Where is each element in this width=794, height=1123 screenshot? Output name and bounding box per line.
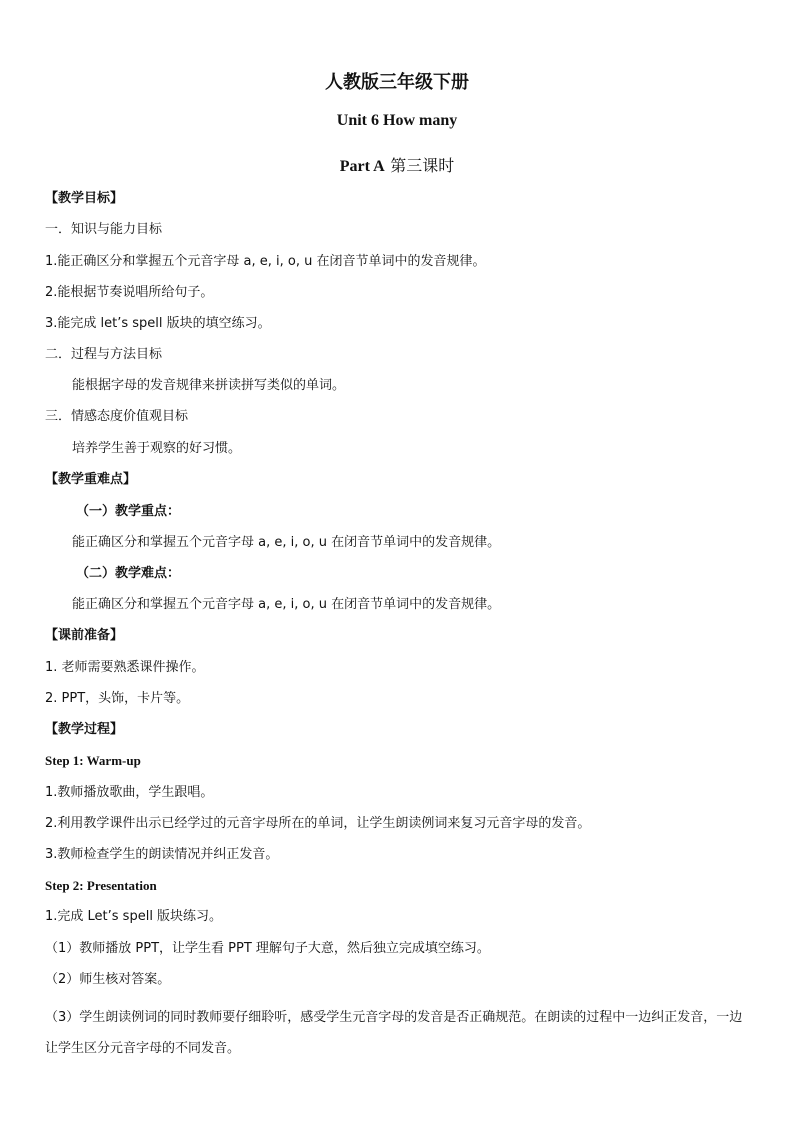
keypoints-heading: 【教学重难点】 <box>45 472 137 487</box>
step-2-item: （3）学生朗读例词的同时教师要仔细聆听，感受学生元音字母的发音是否正确规范。在朗读的过程中一边纠正发音，一边让学生区分元音字母的不同发音。 <box>45 1010 743 1056</box>
step-1-item: 2.利用教学课件出示已经学过的元音字母所在的单词，让学生朗读例词来复习元音字母的发音。 <box>45 816 591 831</box>
objective-section-2: 二．过程与方法目标 <box>45 347 163 362</box>
objective-section-3: 三．情感态度价值观目标 <box>45 409 189 424</box>
step-2-item: （2）师生核对答案。 <box>45 972 171 987</box>
keypoint-focus-text: 能正确区分和掌握五个元音字母 a, e, i, o, u 在闭音节单词中的发音规律。 <box>72 535 501 550</box>
objective-item: 3.能完成 let’s spell 版块的填空练习。 <box>45 316 271 331</box>
prep-heading: 【课前准备】 <box>45 628 124 643</box>
document-title: 人教版三年级下册 <box>325 72 469 93</box>
part-title-en: Part A <box>339 158 385 175</box>
step-1-item: 1.教师播放歌曲，学生跟唱。 <box>45 785 214 800</box>
unit-title: Unit 6 How many <box>336 112 458 129</box>
keypoint-difficulty-text: 能正确区分和掌握五个元音字母 a, e, i, o, u 在闭音节单词中的发音规律。 <box>72 597 501 612</box>
keypoint-difficulty-label: （二）教学难点： <box>76 566 181 581</box>
prep-item: 1. 老师需要熟悉课件操作。 <box>45 660 205 675</box>
process-heading: 【教学过程】 <box>45 722 124 737</box>
prep-item: 2. PPT，头饰，卡片等。 <box>45 691 190 706</box>
objective-section-3-text: 培养学生善于观察的好习惯。 <box>72 441 242 456</box>
objective-section-1: 一．知识与能力目标 <box>45 222 163 237</box>
step-1-item: 3.教师检查学生的朗读情况并纠正发音。 <box>45 847 279 862</box>
part-title-cn: 第三课时 <box>390 156 455 175</box>
objective-section-2-text: 能根据字母的发音规律来拼读拼写类似的单词。 <box>72 378 346 393</box>
step-2-item: 1.完成 Let’s spell 版块练习。 <box>45 909 223 924</box>
step-1-heading: Step 1: Warm-up <box>45 753 141 768</box>
objective-item: 2.能根据节奏说唱所给句子。 <box>45 285 214 300</box>
part-title <box>0 153 794 176</box>
objectives-heading: 【教学目标】 <box>45 191 124 206</box>
step-2-heading: Step 2: Presentation <box>45 878 157 893</box>
step-2-item: （1）教师播放 PPT，让学生看 PPT 理解句子大意，然后独立完成填空练习。 <box>45 941 490 956</box>
objective-item: 1.能正确区分和掌握五个元音字母 a, e, i, o, u 在闭音节单词中的发音规律。 <box>45 254 486 269</box>
keypoint-focus-label: （一）教学重点： <box>76 504 181 519</box>
